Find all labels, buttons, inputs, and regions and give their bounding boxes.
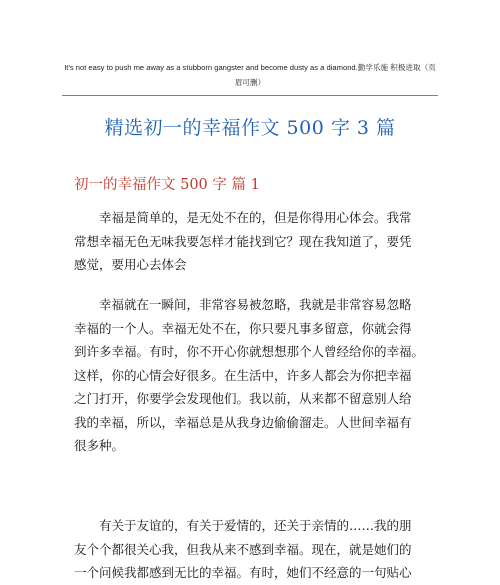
paragraph-line: 幸福就在一瞬间，非常容易被忽略，我就是非常容易忽略 xyxy=(99,297,412,312)
document-title: 精选初一的幸福作文 500 字 3 篇 xyxy=(104,117,396,139)
paragraph-line: 我的幸福，所以，幸福总是从我身边偷偷溜走。人世间幸福有 xyxy=(74,414,412,430)
header-line-1: It's not easy to push me away as a stubborn gangster and become dusty as a diamond.勤学乐施 积极进取（页 xyxy=(64,63,436,72)
paragraph-line: 常想幸福无色无味我要怎样才能找到它？现在我知道了，要凭 xyxy=(74,233,412,249)
paragraph-line: 之门打开，你要学会发现他们。我以前，从来都不留意别人给 xyxy=(74,391,412,406)
paragraph-line: 一个问候我都感到无比的幸福。有时，她们不经意的一句贴心 xyxy=(74,565,412,580)
header-line-2: 眉可删） xyxy=(234,78,266,87)
paragraph-line: 感觉，要用心去体会 xyxy=(74,257,187,272)
paragraph-line: 友个个都很关心我，但我从来不感到幸福。现在，就是她们的 xyxy=(74,541,412,557)
paragraph-line: 幸福的一个人。幸福无处不在，你只要凡事多留意，你就会得 xyxy=(74,320,412,336)
paragraph-1 xyxy=(74,206,426,277)
paragraph-line: 这样，你的心情会好很多。在生活中，许多人都会为你把幸福 xyxy=(74,367,412,383)
section-heading: 初一的幸福作文 500 字 篇 1 xyxy=(74,177,260,193)
header-divider xyxy=(62,95,438,96)
page-header xyxy=(62,60,438,90)
paragraph-line: 到许多幸福。有时，你不开心你就想想那个人曾经给你的幸福。 xyxy=(74,344,425,359)
paragraph-3 xyxy=(74,514,426,585)
paragraph-2 xyxy=(74,293,426,458)
paragraph-line: 很多种。 xyxy=(74,438,125,453)
paragraph-line: 幸福是简单的，是无处不在的，但是你得用心体会。我常 xyxy=(99,210,412,225)
paragraph-line: 有关于友谊的，有关于爱情的，还关于亲情的……我的朋 xyxy=(99,518,412,533)
